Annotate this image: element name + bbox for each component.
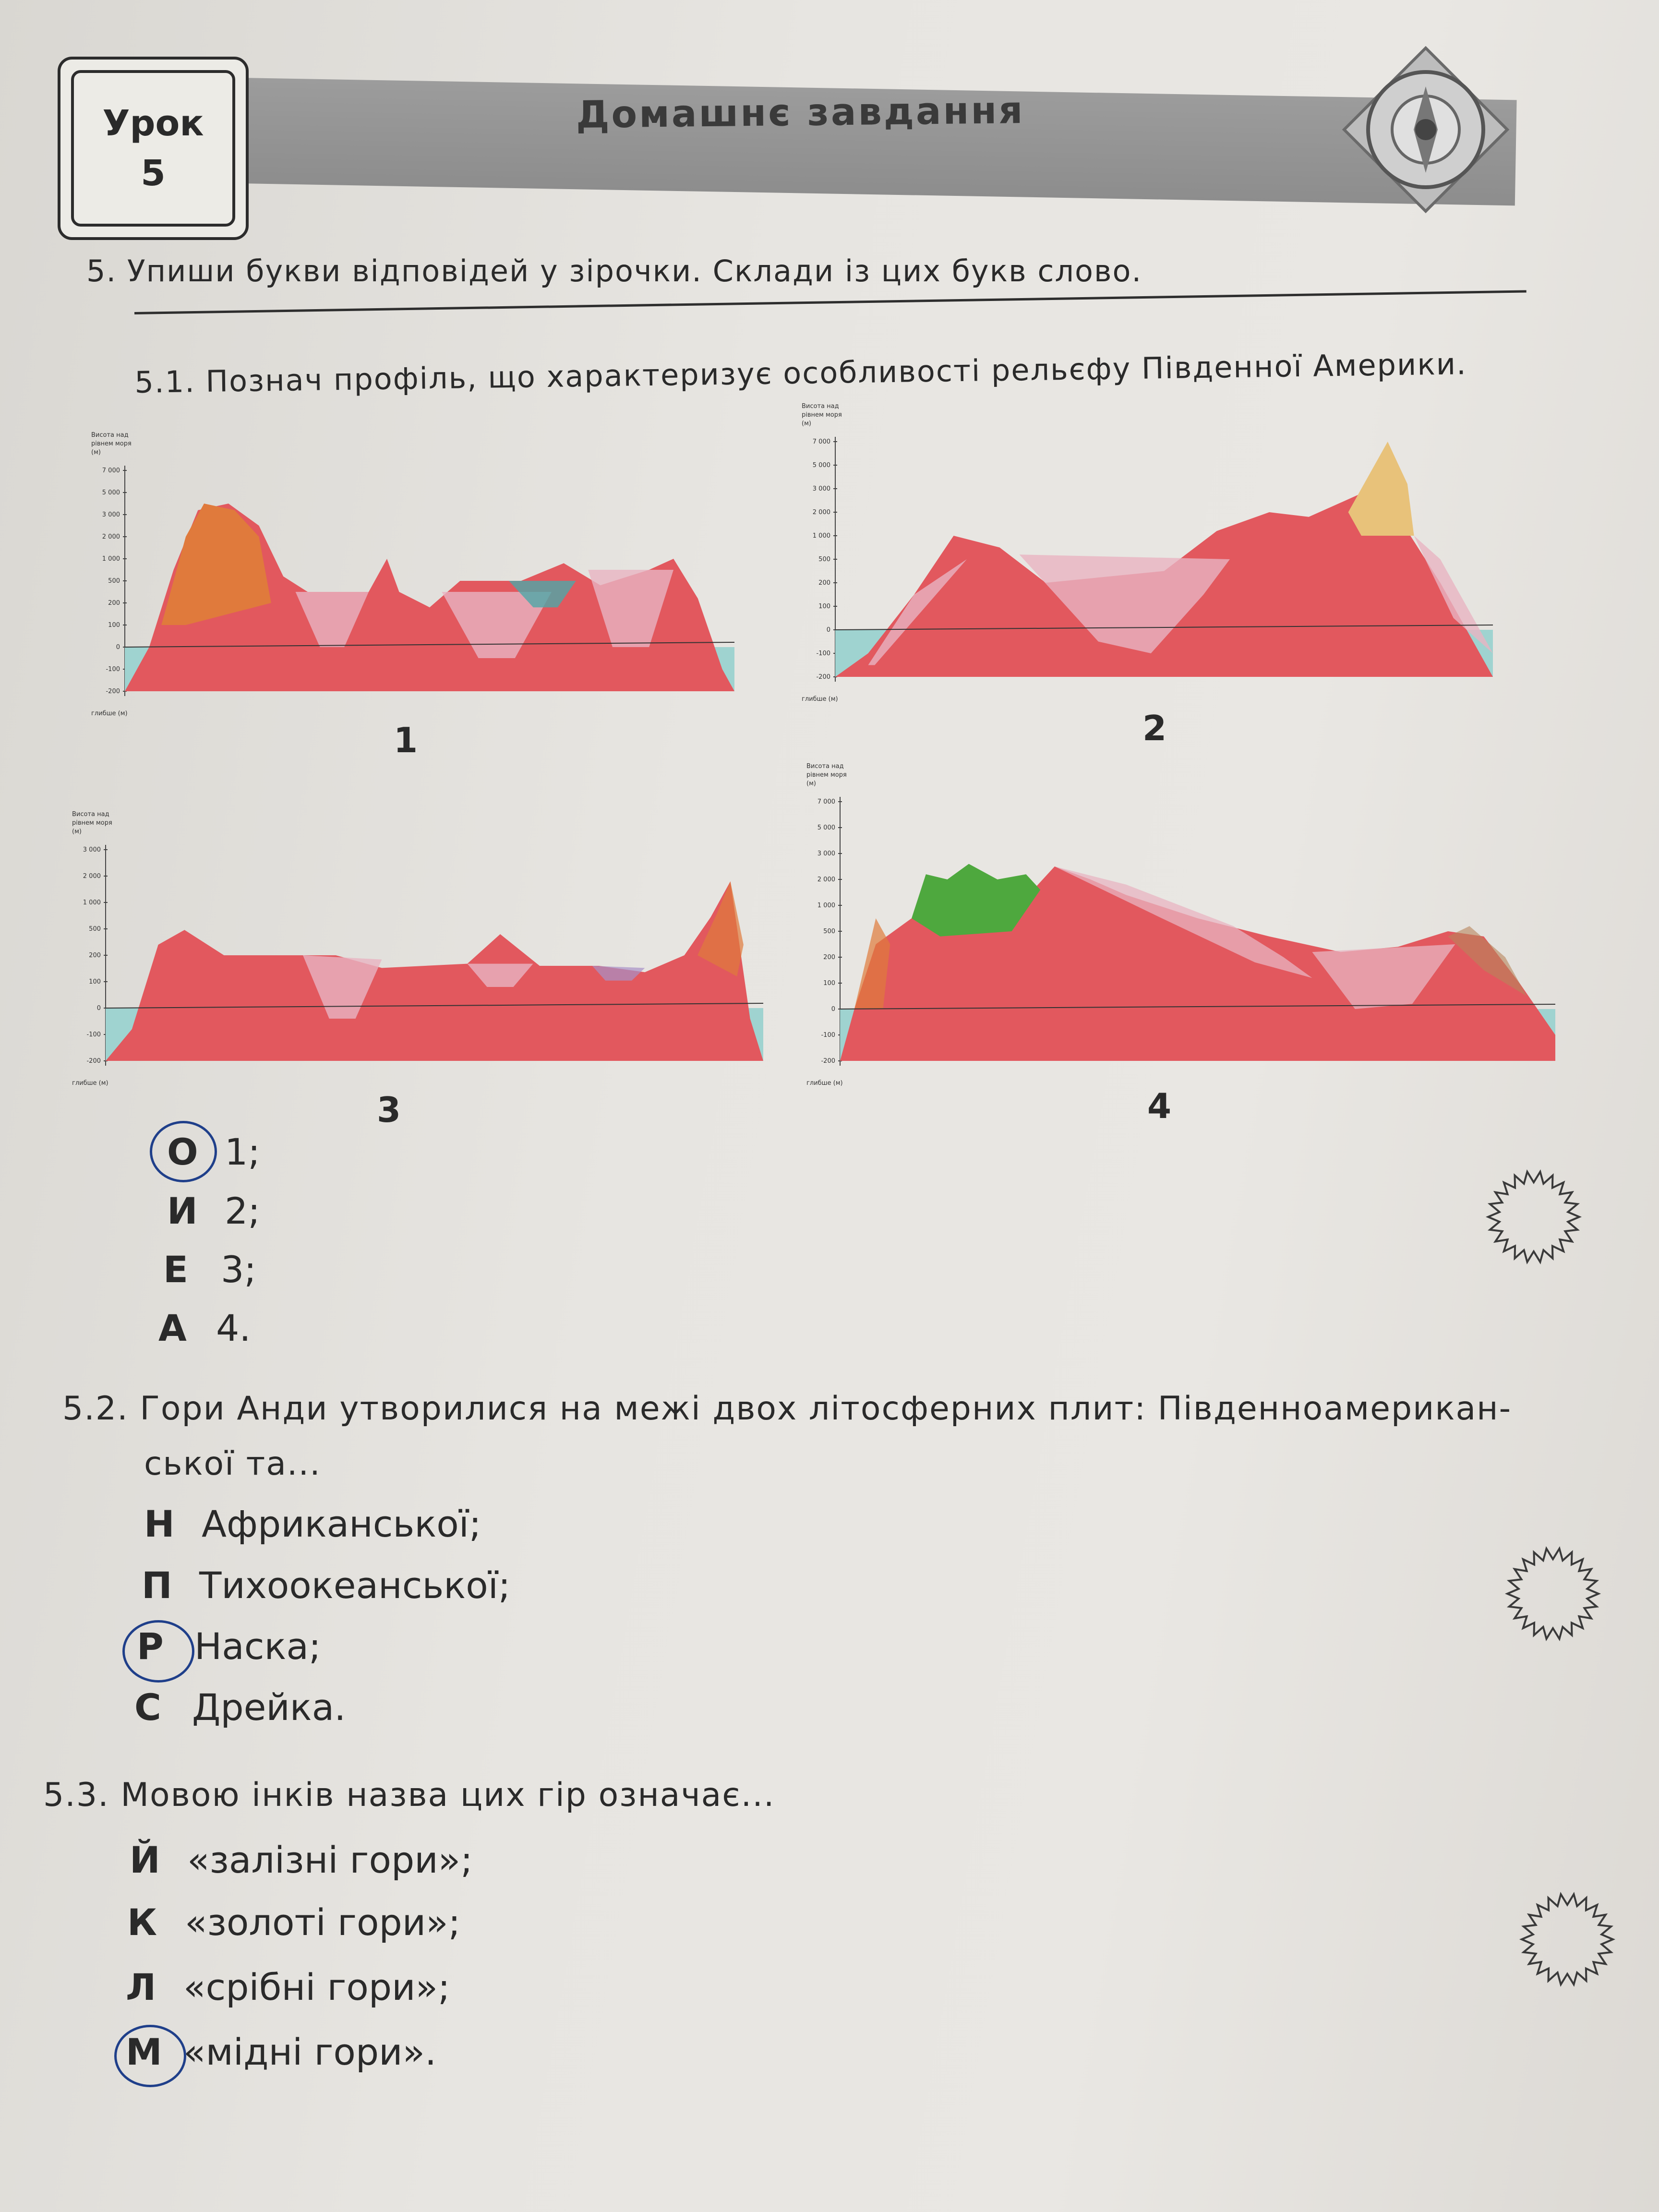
y-tick-label: 0 [96, 1005, 101, 1012]
y-tick-label: 100 [823, 980, 835, 987]
question-5-1: 5.1. Познач профіль, що характеризує особливості рельєфу Південної Америки. [134, 346, 1467, 400]
answer-star-5-3[interactable] [1517, 1889, 1618, 1990]
y-tick-label: 500 [108, 577, 120, 585]
page-title: Домашнє завдання [576, 89, 1025, 137]
y-tick-label: 0 [826, 626, 830, 634]
y-tick-label: -200 [816, 673, 830, 681]
y-tick-label: 200 [89, 952, 101, 959]
option-5-3-c[interactable] [126, 1966, 450, 2008]
profile-number-3: 3 [377, 1090, 401, 1130]
profile-number-1: 1 [394, 720, 418, 760]
y-axis-title: рівнем моря [802, 411, 842, 419]
profile-chart-2 [782, 398, 1512, 720]
option-5-3-a[interactable] [130, 1839, 473, 1881]
option-5-3-b[interactable] [127, 1901, 460, 1944]
y-tick-label: 200 [818, 579, 830, 587]
depth-label: глибше (м) [806, 1080, 843, 1087]
question-5-2-line2: ської та... [144, 1445, 321, 1483]
question-5-3: 5.3. Мовою інків назва цих гір означає... [43, 1776, 775, 1814]
answer-star-5-1[interactable] [1483, 1166, 1584, 1267]
depth-label: глибше (м) [802, 696, 838, 703]
option-text: Дрейка. [192, 1686, 346, 1729]
y-tick-label: 3 000 [83, 846, 101, 854]
y-tick-label: 200 [823, 954, 835, 961]
y-tick-label: 7 000 [102, 467, 120, 474]
option-text: 3; [221, 1248, 256, 1291]
option-text: «мідні гори». [183, 2031, 437, 2073]
option-letter: Е [163, 1248, 188, 1291]
option-5-1-b[interactable] [167, 1190, 260, 1232]
pen-circle-mark [114, 2025, 186, 2087]
y-tick-label: 1 000 [83, 899, 101, 906]
y-tick-label: 2 000 [83, 873, 101, 880]
y-axis-title: рівнем моря [806, 771, 847, 779]
option-text: Тихоокеанської; [199, 1564, 511, 1607]
y-tick-label: -200 [86, 1058, 101, 1065]
y-axis-title: (м) [802, 420, 811, 427]
option-letter: Л [126, 1966, 156, 2008]
y-tick-label: 1 000 [817, 902, 835, 909]
y-tick-label: 5 000 [812, 462, 830, 469]
option-letter: Н [144, 1503, 175, 1545]
y-tick-label: -100 [821, 1032, 835, 1039]
lesson-word: Урок [102, 103, 204, 144]
y-axis-title: Висота над [802, 403, 839, 410]
y-tick-label: -200 [821, 1058, 835, 1065]
y-tick-label: 500 [823, 928, 835, 935]
y-axis-title: рівнем моря [91, 440, 132, 447]
option-letter: С [134, 1686, 161, 1729]
y-tick-label: 100 [89, 978, 101, 986]
depth-label: глибше (м) [72, 1080, 108, 1087]
pen-circle-mark [122, 1620, 194, 1683]
y-tick-label: 100 [108, 622, 120, 629]
lesson-badge [58, 57, 249, 240]
y-tick-label: 3 000 [102, 511, 120, 518]
option-letter: П [142, 1564, 172, 1607]
option-letter: Р [137, 1625, 164, 1668]
y-tick-label: -100 [106, 666, 120, 673]
y-tick-label: 500 [818, 556, 830, 563]
option-letter: А [158, 1307, 187, 1349]
option-text: Наска; [194, 1625, 321, 1668]
compass-icon [1334, 43, 1517, 216]
profile-chart-4 [787, 758, 1575, 1104]
y-tick-label: 3 000 [812, 485, 830, 493]
y-axis-title: Висота над [91, 432, 129, 439]
y-tick-label: 0 [116, 644, 120, 651]
option-letter: К [127, 1901, 157, 1944]
task-5-instruction: 5. Упиши букви відповідей у зірочки. Склади із цих букв слово. [86, 253, 1142, 289]
y-axis-title: рівнем моря [72, 819, 112, 827]
y-tick-label: 500 [89, 926, 101, 933]
y-tick-label: -100 [816, 650, 830, 657]
y-tick-label: 0 [831, 1006, 835, 1013]
y-tick-label: 2 000 [102, 533, 120, 541]
y-tick-label: 7 000 [812, 438, 830, 445]
y-axis-title: (м) [91, 449, 101, 456]
y-axis-title: (м) [806, 780, 816, 787]
option-letter: М [126, 2031, 162, 2073]
option-text: «срібні гори»; [183, 1966, 450, 2008]
y-tick-label: 200 [108, 600, 120, 607]
option-text: Африканської; [202, 1503, 481, 1545]
y-tick-label: -200 [106, 688, 120, 695]
option-5-2-b[interactable] [142, 1564, 510, 1607]
profile-number-2: 2 [1142, 708, 1167, 748]
y-tick-label: 5 000 [817, 824, 835, 831]
y-tick-label: 3 000 [817, 850, 835, 857]
option-text: 1; [225, 1130, 260, 1173]
option-letter: И [167, 1190, 198, 1232]
depth-label: глибше (м) [91, 710, 128, 717]
question-5-2-line1: 5.2. Гори Анди утворилися на межі двох літосферних плит: Південноамерикан- [62, 1390, 1512, 1428]
option-5-2-a[interactable] [144, 1503, 481, 1545]
highland [1348, 442, 1414, 536]
y-axis-title: (м) [72, 828, 82, 835]
option-letter: О [167, 1130, 198, 1173]
option-text: 2; [225, 1190, 260, 1232]
profile-number-4: 4 [1147, 1086, 1172, 1126]
y-tick-label: 2 000 [817, 876, 835, 883]
option-text: «залізні гори»; [187, 1839, 473, 1881]
option-5-1-c[interactable] [163, 1248, 256, 1291]
y-tick-label: 1 000 [812, 532, 830, 540]
y-tick-label: -100 [86, 1031, 101, 1038]
y-tick-label: 5 000 [102, 489, 120, 496]
option-letter: Й [130, 1839, 160, 1881]
terrain [106, 881, 763, 1061]
option-text: 4. [216, 1307, 251, 1349]
option-5-2-d[interactable] [134, 1686, 346, 1729]
lesson-number: 5 [141, 153, 166, 194]
y-axis-title: Висота над [72, 811, 109, 818]
pen-circle-mark [150, 1121, 217, 1182]
profile-chart-3 [53, 806, 782, 1104]
y-axis-title: Висота над [806, 763, 844, 770]
profile-chart-1 [72, 427, 754, 734]
option-5-1-d[interactable] [158, 1307, 251, 1349]
option-text: «золоті гори»; [185, 1901, 461, 1944]
answer-star-5-2[interactable] [1503, 1543, 1603, 1644]
divider-line [134, 290, 1527, 314]
y-tick-label: 7 000 [817, 798, 835, 805]
y-tick-label: 1 000 [102, 555, 120, 563]
y-tick-label: 100 [818, 603, 830, 610]
y-tick-label: 2 000 [812, 509, 830, 516]
